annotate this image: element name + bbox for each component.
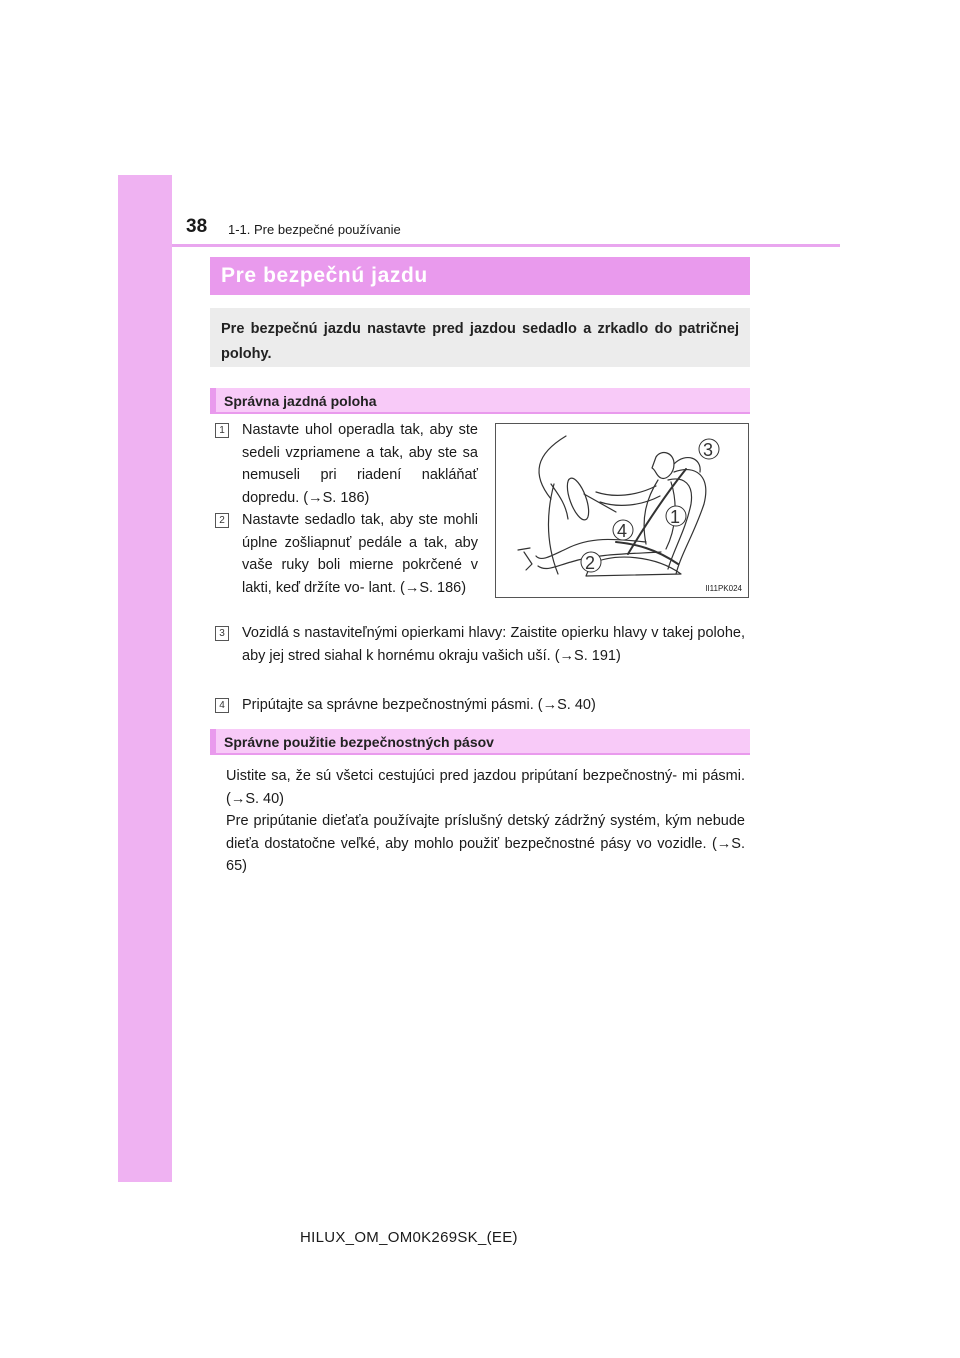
item-number: 2 (215, 513, 229, 528)
driving-position-illustration (495, 423, 749, 598)
page-number: 38 (186, 216, 208, 237)
chapter-title: 1-1. Pre bezpečné používanie (228, 222, 401, 237)
callout-4: 4 (617, 521, 628, 541)
chapter-sidebar-tab (118, 175, 172, 1182)
item-number: 1 (215, 423, 229, 438)
paragraph: Pre pripútanie dieťaťa používajte príslušný detský zádržný systém, kým nebude dieťa dostatočne veľké, aby mohlo použiť bezpečnostné pásy vo vozidle. (→S. 65) (226, 813, 745, 874)
document-footer-code: HILUX_OM_OM0K269SK_(EE) (300, 1229, 518, 1246)
item-text: Nastavte sedadlo tak, aby ste mohli úplne zošliapnuť pedále a tak, aby vaše ruky boli mierne pokrčené v lakti, keď držíte vo- lant. (→S. 186) (242, 512, 478, 596)
intro-box: Pre bezpečnú jazdu nastavte pred jazdou sedadlo a zrkadlo do patričnej polohy. (210, 308, 750, 367)
header-divider (172, 244, 840, 247)
callout-2: 2 (585, 553, 596, 573)
driver-seat-drawing (496, 424, 748, 597)
item-number: 4 (215, 698, 229, 713)
item-text: Pripútajte sa správne bezpečnostnými pásmi. (→S. 40) (242, 697, 596, 713)
figure-code: II11PK024 (705, 584, 742, 593)
item-text: Nastavte uhol operadla tak, aby ste sedeli vzpriamene a tak, aby ste sa nemuseli pri riadení nakláňať dopredu. (→S. 186) (242, 422, 478, 506)
subsection-heading-driving-position: Správna jazdná poloha (210, 388, 750, 414)
subsection-heading-seatbelt-use: Správne použitie bezpečnostných pásov (210, 729, 750, 755)
item-number: 3 (215, 626, 229, 641)
callout-1: 1 (670, 507, 681, 527)
paragraph: Uistite sa, že sú všetci cestujúci pred jazdou pripútaní bezpečnostný- mi pásmi. (→S. 40) (226, 768, 745, 807)
item-text: Vozidlá s nastaviteľnými opierkami hlavy: Zaistite opierku hlavy v takej polohe, aby jej stred siahal k hornému okraju vašich uší. (→S. 191) (242, 625, 745, 664)
section-title: Pre bezpečnú jazdu (210, 257, 750, 295)
callout-3: 3 (703, 440, 714, 460)
